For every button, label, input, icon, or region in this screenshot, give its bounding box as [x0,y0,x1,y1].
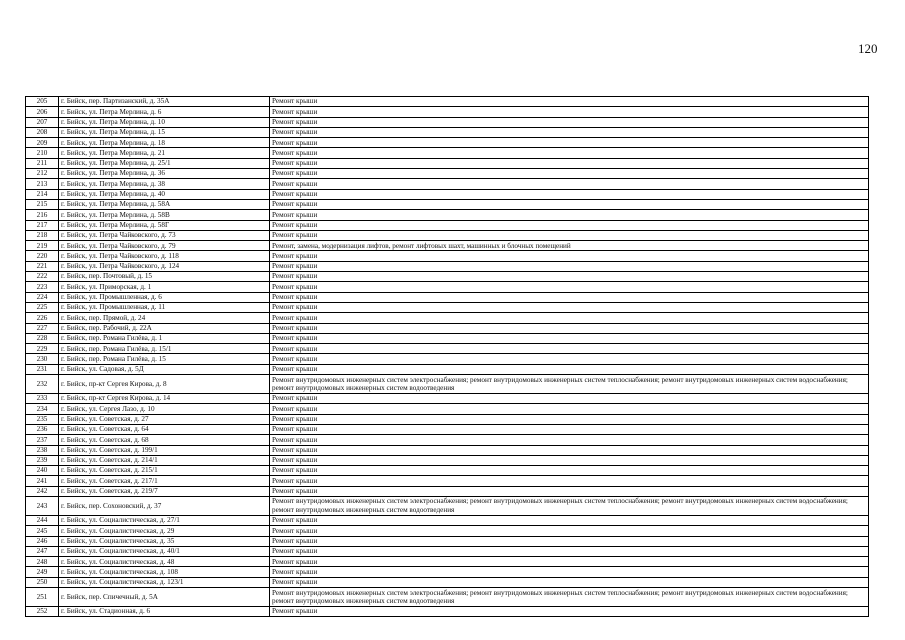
row-number-cell: 228 [26,333,59,343]
table-row [26,445,869,455]
address-cell: г. Бийск, ул. Социалистическая, д. 40/1 [59,546,270,556]
address-cell: г. Бийск, ул. Петра Мерлина, д. 18 [59,138,270,148]
work-type-cell: Ремонт крыши [270,333,869,343]
row-number-cell: 216 [26,210,59,220]
table-row [26,424,869,434]
work-type-cell: Ремонт крыши [270,158,869,168]
row-number-cell: 213 [26,179,59,189]
row-number-cell: 220 [26,251,59,261]
address-cell: г. Бийск, ул. Социалистическая, д. 123/1 [59,577,270,587]
address-cell: г. Бийск, пер. Почтовый, д. 15 [59,272,270,282]
work-type-cell: Ремонт крыши [270,364,869,374]
address-cell: г. Бийск, пер. Рабочий, д. 22А [59,323,270,333]
work-type-cell: Ремонт крыши [270,557,869,567]
address-cell: г. Бийск, ул. Социалистическая, д. 35 [59,536,270,546]
row-number-cell: 237 [26,435,59,445]
work-type-cell: Ремонт крыши [270,526,869,536]
work-type-cell: Ремонт крыши [270,577,869,587]
work-type-cell: Ремонт крыши [270,435,869,445]
work-type-cell: Ремонт внутридомовых инженерных систем электроснабжения; ремонт внутридомовых инженерных систем теплоснабжения; ремонт внутридомовых инженерных систем водоснабжения; ремонт внутридомовых инженерных систем водоотведения [270,588,869,607]
row-number-cell: 252 [26,607,59,617]
table-row [26,435,869,445]
work-type-cell: Ремонт крыши [270,546,869,556]
row-number-cell: 233 [26,394,59,404]
registry-table-body [26,97,869,617]
row-number-cell: 243 [26,496,59,515]
address-cell: г. Бийск, ул. Социалистическая, д. 48 [59,557,270,567]
table-row [26,97,869,107]
work-type-cell: Ремонт крыши [270,302,869,312]
address-cell: г. Бийск, пер. Романа Гилёва, д. 1 [59,333,270,343]
table-row [26,107,869,117]
table-row [26,486,869,496]
address-cell: г. Бийск, ул. Советская, д. 27 [59,414,270,424]
row-number-cell: 219 [26,241,59,251]
row-number-cell: 244 [26,515,59,525]
row-number-cell: 217 [26,220,59,230]
table-row [26,261,869,271]
work-type-cell: Ремонт крыши [270,179,869,189]
address-cell: г. Бийск, ул. Советская, д. 219/7 [59,486,270,496]
table-row [26,138,869,148]
address-cell: г. Бийск, ул. Петра Чайковского, д. 118 [59,251,270,261]
table-row [26,466,869,476]
table-row [26,158,869,168]
work-type-cell: Ремонт крыши [270,169,869,179]
row-number-cell: 239 [26,455,59,465]
work-type-cell: Ремонт крыши [270,607,869,617]
row-number-cell: 247 [26,546,59,556]
table-row [26,567,869,577]
row-number-cell: 242 [26,486,59,496]
work-type-cell: Ремонт крыши [270,138,869,148]
table-row [26,354,869,364]
address-cell: г. Бийск, пр-кт Сергея Кирова, д. 14 [59,394,270,404]
address-cell: г. Бийск, пер. Партизанский, д. 35А [59,97,270,107]
address-cell: г. Бийск, ул. Социалистическая, д. 27/1 [59,515,270,525]
table-row [26,323,869,333]
table-row [26,313,869,323]
work-type-cell: Ремонт крыши [270,445,869,455]
work-type-cell: Ремонт крыши [270,476,869,486]
work-type-cell: Ремонт крыши [270,567,869,577]
work-type-cell: Ремонт крыши [270,414,869,424]
address-cell: г. Бийск, ул. Петра Мерлина, д. 40 [59,189,270,199]
work-type-cell: Ремонт крыши [270,323,869,333]
address-cell: г. Бийск, ул. Петра Мерлина, д. 10 [59,117,270,127]
address-cell: г. Бийск, пер. Романа Гилёва, д. 15 [59,354,270,364]
table-row [26,515,869,525]
table-row [26,251,869,261]
work-type-cell: Ремонт крыши [270,261,869,271]
row-number-cell: 208 [26,127,59,137]
row-number-cell: 225 [26,302,59,312]
row-number-cell: 218 [26,230,59,240]
address-cell: г. Бийск, пер. Романа Гилёва, д. 15/1 [59,344,270,354]
table-row [26,220,869,230]
table-row [26,117,869,127]
row-number-cell: 206 [26,107,59,117]
work-type-cell: Ремонт крыши [270,199,869,209]
work-type-cell: Ремонт крыши [270,404,869,414]
work-type-cell: Ремонт крыши [270,515,869,525]
table-row [26,127,869,137]
table-row [26,404,869,414]
table-row [26,169,869,179]
table-row [26,199,869,209]
address-cell: г. Бийск, ул. Садовая, д. 5Д [59,364,270,374]
table-row [26,189,869,199]
table-row [26,546,869,556]
address-cell: г. Бийск, ул. Петра Мерлина, д. 36 [59,169,270,179]
table-row [26,333,869,343]
row-number-cell: 207 [26,117,59,127]
address-cell: г. Бийск, пер. Спичечный, д. 5А [59,588,270,607]
table-row [26,302,869,312]
table-row [26,526,869,536]
address-cell: г. Бийск, ул. Петра Чайковского, д. 124 [59,261,270,271]
table-row [26,364,869,374]
work-type-cell: Ремонт крыши [270,117,869,127]
table-row [26,577,869,587]
work-type-cell: Ремонт крыши [270,189,869,199]
address-cell: г. Бийск, ул. Сергея Лазо, д. 10 [59,404,270,414]
address-cell: г. Бийск, ул. Петра Мерлина, д. 38 [59,179,270,189]
work-type-cell: Ремонт крыши [270,127,869,137]
table-row [26,455,869,465]
row-number-cell: 249 [26,567,59,577]
work-type-cell: Ремонт, замена, модернизация лифтов, ремонт лифтовых шахт, машинных и блочных помещений [270,241,869,251]
table-row [26,282,869,292]
work-type-cell: Ремонт крыши [270,536,869,546]
table-row [26,210,869,220]
row-number-cell: 215 [26,199,59,209]
work-type-cell: Ремонт крыши [270,220,869,230]
work-type-cell: Ремонт крыши [270,210,869,220]
row-number-cell: 246 [26,536,59,546]
table-row [26,536,869,546]
row-number-cell: 235 [26,414,59,424]
table-row [26,476,869,486]
row-number-cell: 234 [26,404,59,414]
address-cell: г. Бийск, ул. Петра Мерлина, д. 58В [59,210,270,220]
work-type-cell: Ремонт внутридомовых инженерных систем электроснабжения; ремонт внутридомовых инженерных систем теплоснабжения; ремонт внутридомовых инженерных систем водоснабжения; ремонт внутридомовых инженерных систем водоотведения [270,375,869,394]
work-type-cell: Ремонт крыши [270,455,869,465]
table-row [26,375,869,394]
row-number-cell: 238 [26,445,59,455]
table-row [26,272,869,282]
address-cell: г. Бийск, ул. Советская, д. 214/1 [59,455,270,465]
table-row [26,344,869,354]
work-type-cell: Ремонт внутридомовых инженерных систем электроснабжения; ремонт внутридомовых инженерных систем теплоснабжения; ремонт внутридомовых инженерных систем водоснабжения; ремонт внутридомовых инженерных систем водоотведения [270,496,869,515]
row-number-cell: 251 [26,588,59,607]
address-cell: г. Бийск, ул. Петра Мерлина, д. 58А [59,199,270,209]
table-row [26,394,869,404]
row-number-cell: 248 [26,557,59,567]
work-type-cell: Ремонт крыши [270,394,869,404]
table-row [26,588,869,607]
work-type-cell: Ремонт крыши [270,344,869,354]
row-number-cell: 232 [26,375,59,394]
address-cell: г. Бийск, ул. Промышленная, д. 11 [59,302,270,312]
row-number-cell: 222 [26,272,59,282]
row-number-cell: 245 [26,526,59,536]
work-type-cell: Ремонт крыши [270,107,869,117]
work-type-cell: Ремонт крыши [270,272,869,282]
work-type-cell: Ремонт крыши [270,148,869,158]
address-cell: г. Бийск, ул. Петра Чайковского, д. 73 [59,230,270,240]
address-cell: г. Бийск, ул. Петра Мерлина, д. 25/1 [59,158,270,168]
table-row [26,241,869,251]
address-cell: г. Бийск, ул. Промышленная, д. 6 [59,292,270,302]
address-cell: г. Бийск, ул. Советская, д. 68 [59,435,270,445]
row-number-cell: 210 [26,148,59,158]
row-number-cell: 221 [26,261,59,271]
table-row [26,414,869,424]
work-type-cell: Ремонт крыши [270,230,869,240]
table-row [26,607,869,617]
row-number-cell: 223 [26,282,59,292]
work-type-cell: Ремонт крыши [270,466,869,476]
work-type-cell: Ремонт крыши [270,486,869,496]
address-cell: г. Бийск, ул. Социалистическая, д. 108 [59,567,270,577]
address-cell: г. Бийск, ул. Советская, д. 217/1 [59,476,270,486]
table-row [26,148,869,158]
work-type-cell: Ремонт крыши [270,282,869,292]
row-number-cell: 214 [26,189,59,199]
address-cell: г. Бийск, пер. Сохоновский, д. 37 [59,496,270,515]
address-cell: г. Бийск, ул. Петра Мерлина, д. 58Г [59,220,270,230]
row-number-cell: 205 [26,97,59,107]
work-type-cell: Ремонт крыши [270,251,869,261]
work-type-cell: Ремонт крыши [270,313,869,323]
row-number-cell: 226 [26,313,59,323]
row-number-cell: 241 [26,476,59,486]
row-number-cell: 209 [26,138,59,148]
table-row [26,179,869,189]
row-number-cell: 229 [26,344,59,354]
work-type-cell: Ремонт крыши [270,292,869,302]
address-cell: г. Бийск, ул. Стадионная, д. 6 [59,607,270,617]
address-cell: г. Бийск, ул. Петра Мерлина, д. 15 [59,127,270,137]
address-cell: г. Бийск, ул. Петра Чайковского, д. 79 [59,241,270,251]
address-cell: г. Бийск, ул. Петра Мерлина, д. 6 [59,107,270,117]
address-cell: г. Бийск, ул. Советская, д. 64 [59,424,270,434]
address-cell: г. Бийск, ул. Советская, д. 199/1 [59,445,270,455]
row-number-cell: 230 [26,354,59,364]
address-cell: г. Бийск, ул. Приморская, д. 1 [59,282,270,292]
address-cell: г. Бийск, ул. Социалистическая, д. 29 [59,526,270,536]
row-number-cell: 250 [26,577,59,587]
table-row [26,557,869,567]
address-cell: г. Бийск, пр-кт Сергея Кирова, д. 8 [59,375,270,394]
row-number-cell: 231 [26,364,59,374]
table-row [26,496,869,515]
table-row [26,292,869,302]
page-number: 120 [858,41,878,56]
row-number-cell: 240 [26,466,59,476]
work-type-cell: Ремонт крыши [270,97,869,107]
row-number-cell: 236 [26,424,59,434]
address-cell: г. Бийск, ул. Петра Мерлина, д. 21 [59,148,270,158]
address-cell: г. Бийск, ул. Советская, д. 215/1 [59,466,270,476]
work-type-cell: Ремонт крыши [270,354,869,364]
row-number-cell: 224 [26,292,59,302]
address-cell: г. Бийск, пер. Прямой, д. 24 [59,313,270,323]
work-type-cell: Ремонт крыши [270,424,869,434]
table-row [26,230,869,240]
row-number-cell: 211 [26,158,59,168]
repair-registry-table [25,96,869,617]
row-number-cell: 212 [26,169,59,179]
row-number-cell: 227 [26,323,59,333]
